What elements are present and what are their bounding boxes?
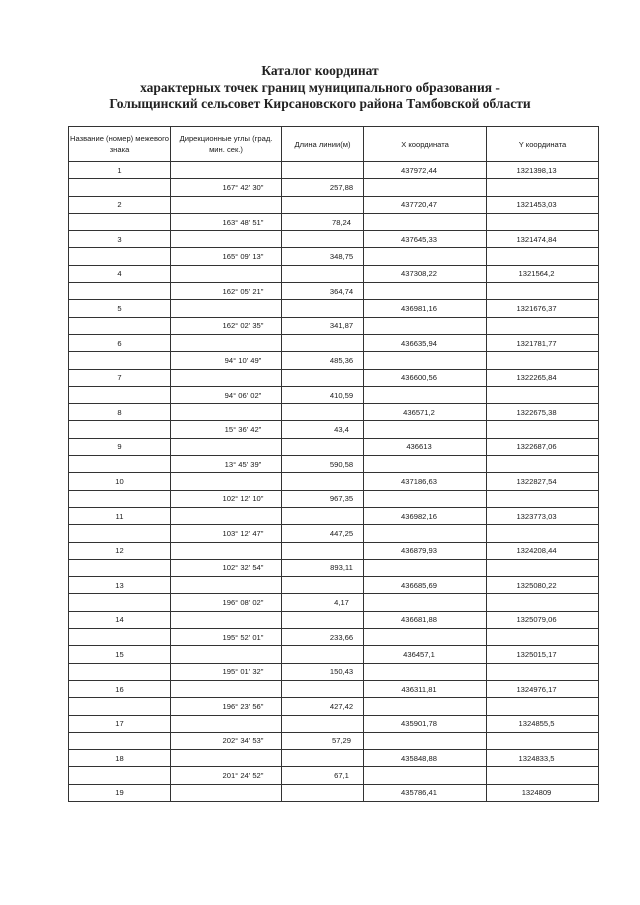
empty-cell <box>69 663 171 680</box>
empty-cell <box>364 456 487 473</box>
y-coordinate: 1324855,5 <box>487 715 599 732</box>
empty-cell <box>282 680 364 697</box>
point-row <box>69 715 599 732</box>
direction-angle: 162° 05' 21" <box>171 283 282 300</box>
point-row <box>69 680 599 697</box>
line-length: 427,42 <box>282 698 364 715</box>
empty-cell <box>171 784 282 801</box>
x-coordinate: 436982,16 <box>364 507 487 524</box>
point-number: 1 <box>69 162 171 179</box>
point-number: 15 <box>69 646 171 663</box>
empty-cell <box>69 179 171 196</box>
direction-angle: 195° 01' 32" <box>171 663 282 680</box>
direction-angle: 94° 06' 02" <box>171 386 282 403</box>
direction-angle: 102° 32' 54" <box>171 559 282 576</box>
empty-cell <box>171 369 282 386</box>
line-length: 967,35 <box>282 490 364 507</box>
empty-cell <box>487 732 599 749</box>
empty-cell <box>282 404 364 421</box>
point-number: 14 <box>69 611 171 628</box>
segment-row <box>69 283 599 300</box>
direction-angle: 162° 02' 35" <box>171 317 282 334</box>
document-subtitle: характерных точек границ муниципального образования - <box>140 80 500 95</box>
empty-cell <box>69 248 171 265</box>
y-coordinate: 1321474,84 <box>487 231 599 248</box>
x-coordinate: 437186,63 <box>364 473 487 490</box>
x-coordinate: 437645,33 <box>364 231 487 248</box>
empty-cell <box>487 317 599 334</box>
point-number: 2 <box>69 196 171 213</box>
empty-cell <box>487 559 599 576</box>
point-row <box>69 507 599 524</box>
empty-cell <box>171 715 282 732</box>
empty-cell <box>69 559 171 576</box>
empty-cell <box>364 352 487 369</box>
point-number: 17 <box>69 715 171 732</box>
y-coordinate: 1322827,54 <box>487 473 599 490</box>
point-number: 5 <box>69 300 171 317</box>
header-y-coordinate: Y координата <box>487 127 599 162</box>
point-row <box>69 231 599 248</box>
empty-cell <box>69 525 171 542</box>
empty-cell <box>487 490 599 507</box>
point-row <box>69 196 599 213</box>
point-row <box>69 438 599 455</box>
segment-row <box>69 698 599 715</box>
point-number: 19 <box>69 784 171 801</box>
point-row <box>69 750 599 767</box>
point-row <box>69 162 599 179</box>
direction-angle: 103° 12' 47" <box>171 525 282 542</box>
line-length: 233,66 <box>282 629 364 646</box>
x-coordinate: 436685,69 <box>364 577 487 594</box>
point-number: 9 <box>69 438 171 455</box>
segment-row <box>69 352 599 369</box>
segment-row <box>69 629 599 646</box>
empty-cell <box>171 196 282 213</box>
empty-cell <box>171 438 282 455</box>
empty-cell <box>282 265 364 282</box>
empty-cell <box>364 559 487 576</box>
y-coordinate: 1325079,06 <box>487 611 599 628</box>
empty-cell <box>487 386 599 403</box>
empty-cell <box>364 525 487 542</box>
point-number: 13 <box>69 577 171 594</box>
empty-cell <box>364 629 487 646</box>
point-number: 18 <box>69 750 171 767</box>
empty-cell <box>487 248 599 265</box>
empty-cell <box>69 732 171 749</box>
empty-cell <box>69 594 171 611</box>
line-length: 67,1 <box>282 767 364 784</box>
empty-cell <box>69 490 171 507</box>
x-coordinate: 436600,56 <box>364 369 487 386</box>
empty-cell <box>171 646 282 663</box>
direction-angle: 13° 45' 39" <box>171 456 282 473</box>
empty-cell <box>364 386 487 403</box>
empty-cell <box>282 334 364 351</box>
x-coordinate: 436613 <box>364 438 487 455</box>
line-length: 150,43 <box>282 663 364 680</box>
segment-row <box>69 248 599 265</box>
segment-row <box>69 559 599 576</box>
empty-cell <box>364 732 487 749</box>
empty-cell <box>364 283 487 300</box>
empty-cell <box>282 231 364 248</box>
x-coordinate: 436879,93 <box>364 542 487 559</box>
direction-angle: 163° 48' 51" <box>171 213 282 230</box>
empty-cell <box>171 507 282 524</box>
empty-cell <box>171 300 282 317</box>
empty-cell <box>69 698 171 715</box>
x-coordinate: 436311,81 <box>364 680 487 697</box>
line-length: 590,58 <box>282 456 364 473</box>
empty-cell <box>364 179 487 196</box>
point-row <box>69 265 599 282</box>
empty-cell <box>69 317 171 334</box>
empty-cell <box>69 421 171 438</box>
table-body <box>69 162 599 802</box>
empty-cell <box>282 162 364 179</box>
point-number: 11 <box>69 507 171 524</box>
empty-cell <box>364 594 487 611</box>
segment-row <box>69 421 599 438</box>
empty-cell <box>282 369 364 386</box>
x-coordinate: 435786,41 <box>364 784 487 801</box>
empty-cell <box>282 196 364 213</box>
direction-angle: 165° 09' 13" <box>171 248 282 265</box>
segment-row <box>69 594 599 611</box>
line-length: 43,4 <box>282 421 364 438</box>
line-length: 57,29 <box>282 732 364 749</box>
x-coordinate: 437308,22 <box>364 265 487 282</box>
empty-cell <box>364 767 487 784</box>
y-coordinate: 1321676,37 <box>487 300 599 317</box>
point-number: 12 <box>69 542 171 559</box>
segment-row <box>69 525 599 542</box>
point-row <box>69 784 599 801</box>
empty-cell <box>282 577 364 594</box>
empty-cell <box>282 507 364 524</box>
empty-cell <box>282 473 364 490</box>
empty-cell <box>282 646 364 663</box>
empty-cell <box>282 611 364 628</box>
line-length: 78,24 <box>282 213 364 230</box>
empty-cell <box>487 456 599 473</box>
y-coordinate: 1321781,77 <box>487 334 599 351</box>
line-length: 348,75 <box>282 248 364 265</box>
point-number: 6 <box>69 334 171 351</box>
empty-cell <box>364 421 487 438</box>
empty-cell <box>487 352 599 369</box>
empty-cell <box>171 680 282 697</box>
line-length: 485,36 <box>282 352 364 369</box>
empty-cell <box>69 213 171 230</box>
y-coordinate: 1324976,17 <box>487 680 599 697</box>
segment-row <box>69 767 599 784</box>
x-coordinate: 435848,88 <box>364 750 487 767</box>
empty-cell <box>364 663 487 680</box>
empty-cell <box>487 179 599 196</box>
direction-angle: 196° 23' 56" <box>171 698 282 715</box>
point-number: 7 <box>69 369 171 386</box>
point-number: 16 <box>69 680 171 697</box>
y-coordinate: 1324809 <box>487 784 599 801</box>
empty-cell <box>282 715 364 732</box>
direction-angle: 196° 08' 02" <box>171 594 282 611</box>
empty-cell <box>171 611 282 628</box>
empty-cell <box>487 525 599 542</box>
document-subtitle-region: Голыщинский сельсовет Кирсановского района Тамбовской области <box>109 96 531 111</box>
direction-angle: 201° 24' 52" <box>171 767 282 784</box>
y-coordinate: 1324208,44 <box>487 542 599 559</box>
empty-cell <box>487 213 599 230</box>
empty-cell <box>487 767 599 784</box>
segment-row <box>69 663 599 680</box>
empty-cell <box>69 767 171 784</box>
direction-angle: 15° 36' 42" <box>171 421 282 438</box>
point-number: 10 <box>69 473 171 490</box>
empty-cell <box>171 750 282 767</box>
empty-cell <box>282 784 364 801</box>
empty-cell <box>171 577 282 594</box>
direction-angle: 202° 34' 53" <box>171 732 282 749</box>
empty-cell <box>69 629 171 646</box>
point-row <box>69 300 599 317</box>
empty-cell <box>282 750 364 767</box>
document-title: Каталог координат <box>261 63 379 78</box>
empty-cell <box>487 629 599 646</box>
empty-cell <box>171 404 282 421</box>
empty-cell <box>487 421 599 438</box>
segment-row <box>69 732 599 749</box>
point-number: 4 <box>69 265 171 282</box>
point-row <box>69 577 599 594</box>
point-row <box>69 369 599 386</box>
x-coordinate: 435901,78 <box>364 715 487 732</box>
empty-cell <box>171 162 282 179</box>
header-x-coordinate: X координата <box>364 127 487 162</box>
empty-cell <box>171 231 282 248</box>
y-coordinate: 1325080,22 <box>487 577 599 594</box>
empty-cell <box>364 490 487 507</box>
x-coordinate: 436571,2 <box>364 404 487 421</box>
y-coordinate: 1321564,2 <box>487 265 599 282</box>
point-row <box>69 404 599 421</box>
point-row <box>69 334 599 351</box>
y-coordinate: 1323773,03 <box>487 507 599 524</box>
x-coordinate: 437720,47 <box>364 196 487 213</box>
y-coordinate: 1324833,5 <box>487 750 599 767</box>
segment-row <box>69 456 599 473</box>
y-coordinate: 1322675,38 <box>487 404 599 421</box>
empty-cell <box>487 594 599 611</box>
point-row <box>69 542 599 559</box>
line-length: 410,59 <box>282 386 364 403</box>
empty-cell <box>282 300 364 317</box>
direction-angle: 195° 52' 01" <box>171 629 282 646</box>
table-header-row <box>69 127 599 162</box>
line-length: 257,88 <box>282 179 364 196</box>
x-coordinate: 436681,88 <box>364 611 487 628</box>
point-number: 3 <box>69 231 171 248</box>
segment-row <box>69 317 599 334</box>
empty-cell <box>364 213 487 230</box>
empty-cell <box>171 265 282 282</box>
header-point-name: Название (номер) межевого знака <box>69 127 171 162</box>
empty-cell <box>282 438 364 455</box>
segment-row <box>69 386 599 403</box>
segment-row <box>69 490 599 507</box>
empty-cell <box>282 542 364 559</box>
direction-angle: 167° 42' 30" <box>171 179 282 196</box>
empty-cell <box>487 663 599 680</box>
empty-cell <box>69 352 171 369</box>
empty-cell <box>69 283 171 300</box>
x-coordinate: 437972,44 <box>364 162 487 179</box>
point-row <box>69 611 599 628</box>
header-direction-angle: Дирекционные углы (град. мин. сек.) <box>171 127 282 162</box>
header-line-length: Длина линии(м) <box>282 127 364 162</box>
empty-cell <box>364 317 487 334</box>
direction-angle: 102° 12' 10" <box>171 490 282 507</box>
line-length: 4,17 <box>282 594 364 611</box>
empty-cell <box>487 283 599 300</box>
segment-row <box>69 213 599 230</box>
point-number: 8 <box>69 404 171 421</box>
x-coordinate: 436635,94 <box>364 334 487 351</box>
point-row <box>69 473 599 490</box>
empty-cell <box>364 698 487 715</box>
x-coordinate: 436457,1 <box>364 646 487 663</box>
line-length: 447,25 <box>282 525 364 542</box>
point-row <box>69 646 599 663</box>
y-coordinate: 1322687,06 <box>487 438 599 455</box>
y-coordinate: 1321398,13 <box>487 162 599 179</box>
line-length: 341,87 <box>282 317 364 334</box>
y-coordinate: 1325015,17 <box>487 646 599 663</box>
line-length: 893,11 <box>282 559 364 576</box>
segment-row <box>69 179 599 196</box>
empty-cell <box>364 248 487 265</box>
direction-angle: 94° 10' 49" <box>171 352 282 369</box>
y-coordinate: 1322265,84 <box>487 369 599 386</box>
y-coordinate: 1321453,03 <box>487 196 599 213</box>
empty-cell <box>171 542 282 559</box>
line-length: 364,74 <box>282 283 364 300</box>
coordinates-table <box>68 126 599 802</box>
empty-cell <box>171 334 282 351</box>
empty-cell <box>171 473 282 490</box>
empty-cell <box>69 456 171 473</box>
empty-cell <box>487 698 599 715</box>
x-coordinate: 436981,16 <box>364 300 487 317</box>
empty-cell <box>69 386 171 403</box>
